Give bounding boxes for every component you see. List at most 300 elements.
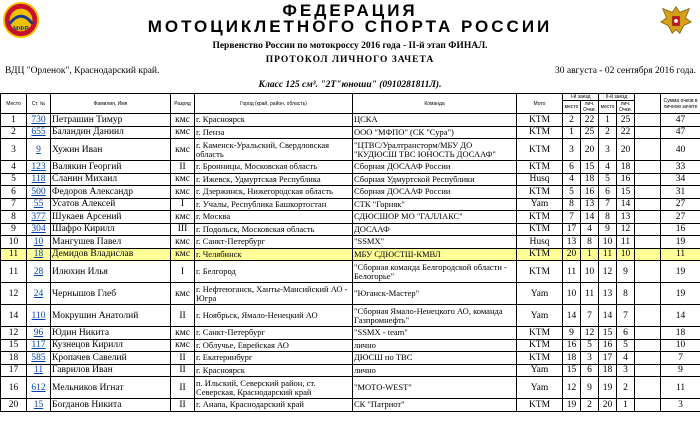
cell-moto: KTM	[517, 126, 563, 139]
cell-total: 34	[661, 173, 700, 186]
cell-total: 19	[661, 283, 700, 305]
table-row	[1, 126, 700, 139]
cell-rank: кмс	[171, 114, 195, 127]
cell-name: Мельников Игнат	[51, 377, 171, 399]
cell-race1-place: 18	[563, 352, 581, 365]
federation-title: ФЕДЕРАЦИЯ	[282, 1, 418, 20]
col-place: Место	[1, 94, 27, 114]
cell-total: 33	[661, 161, 700, 174]
cell-race1-place: 11	[563, 261, 581, 283]
cell-race2-place: 12	[599, 261, 617, 283]
cell-empty	[635, 211, 661, 224]
cell-race2-points: 14	[617, 198, 635, 211]
cell-empty	[635, 399, 661, 412]
cell-race2-place: 7	[599, 198, 617, 211]
col-race2: II-й заезд	[599, 94, 635, 101]
col-rank: Разряд	[171, 94, 195, 114]
cell-city: г. Бронницы, Московская область	[195, 161, 353, 174]
cell-race2-points: 7	[617, 305, 635, 327]
cell-race1-points: 13	[581, 198, 599, 211]
cell-rank: кмс	[171, 126, 195, 139]
cell-name: Федоров Александр	[51, 186, 171, 199]
cell-number[interactable]: 11	[27, 364, 51, 377]
cell-moto: Husq	[517, 236, 563, 249]
cell-moto: KTM	[517, 114, 563, 127]
table-row	[1, 211, 700, 224]
table-header-row	[1, 94, 700, 101]
cell-place: 1	[1, 114, 27, 127]
cell-empty	[635, 236, 661, 249]
cell-race2-place: 14	[599, 305, 617, 327]
cell-total: 18	[661, 327, 700, 340]
championship-title: Первенство России по мотокроссу 2016 года - II-й этап ФИНАЛ.	[212, 41, 488, 51]
cell-team: Сборная ДОСААФ России	[353, 186, 517, 199]
cell-place: 2	[1, 126, 27, 139]
cell-team: Сборная Удмуртской Республики	[353, 173, 517, 186]
cell-race2-place: 20	[599, 399, 617, 412]
cell-empty	[635, 339, 661, 352]
cell-race2-points: 3	[617, 364, 635, 377]
table-row	[1, 198, 700, 211]
cell-rank: III	[171, 223, 195, 236]
cell-name: Юдин Никита	[51, 327, 171, 340]
cell-name: Богданов Никита	[51, 399, 171, 412]
federation-subtitle: МОТОЦИКЛЕТНОГО СПОРТА РОССИИ	[147, 17, 553, 36]
cell-race2-points: 6	[617, 327, 635, 340]
cell-team: ДЮСШ по ТВС	[353, 352, 517, 365]
cell-total: 10	[661, 339, 700, 352]
cell-race1-points: 7	[581, 305, 599, 327]
cell-race1-points: 22	[581, 114, 599, 127]
cell-race2-points: 20	[617, 139, 635, 161]
cell-race2-points: 15	[617, 186, 635, 199]
cell-team: СДЮСШОР МО "ГАЛЛАКС"	[353, 211, 517, 224]
table-row	[1, 339, 700, 352]
cell-race2-points: 5	[617, 339, 635, 352]
cell-name: Сланин Михаил	[51, 173, 171, 186]
cell-race1-place: 7	[563, 211, 581, 224]
cell-total: 19	[661, 236, 700, 249]
cell-moto: Yam	[517, 305, 563, 327]
cell-rank: II	[171, 377, 195, 399]
cell-team: СТК "Горняк"	[353, 198, 517, 211]
cell-moto: Yam	[517, 364, 563, 377]
cell-number[interactable]: 377	[27, 211, 51, 224]
cell-city: г. Пенза	[195, 126, 353, 139]
col-race1-place: место	[563, 101, 581, 114]
cell-rank: II	[171, 352, 195, 365]
cell-moto: KTM	[517, 211, 563, 224]
cell-moto: Yam	[517, 377, 563, 399]
cell-race2-points: 2	[617, 377, 635, 399]
cell-race2-place: 18	[599, 364, 617, 377]
col-race2-place: место	[599, 101, 617, 114]
cell-name: Петрашин Тимур	[51, 114, 171, 127]
cell-place: 8	[1, 211, 27, 224]
cell-number[interactable]: 55	[27, 198, 51, 211]
cell-number[interactable]: 655	[27, 126, 51, 139]
cell-place: 12	[1, 327, 27, 340]
cell-empty	[635, 352, 661, 365]
cell-name: Шукаев Арсений	[51, 211, 171, 224]
cell-race1-place: 1	[563, 126, 581, 139]
cell-total: 47	[661, 126, 700, 139]
table-row	[1, 377, 700, 399]
cell-race1-place: 14	[563, 305, 581, 327]
col-city: Город (край, район, область)	[195, 94, 353, 114]
cell-rank: II	[171, 364, 195, 377]
cell-city: г. Санкт-Петербург	[195, 236, 353, 249]
cell-number[interactable]: 9	[27, 139, 51, 161]
cell-moto: KTM	[517, 399, 563, 412]
cell-city: г. Екатеринбург	[195, 352, 353, 365]
cell-rank: кмс	[171, 339, 195, 352]
cell-number[interactable]: 123	[27, 161, 51, 174]
cell-place: 20	[1, 399, 27, 412]
cell-place: 12	[1, 283, 27, 305]
cell-total: 27	[661, 198, 700, 211]
cell-place: 15	[1, 339, 27, 352]
col-empty	[635, 94, 661, 114]
cell-team: ДОСААФ	[353, 223, 517, 236]
cell-name: Илюхин Илья	[51, 261, 171, 283]
cell-race1-points: 20	[581, 139, 599, 161]
cell-moto: KTM	[517, 248, 563, 261]
cell-race2-points: 10	[617, 248, 635, 261]
cell-race2-place: 9	[599, 223, 617, 236]
cell-place: 18	[1, 352, 27, 365]
cell-race1-place: 10	[563, 283, 581, 305]
cell-number[interactable]: 118	[27, 173, 51, 186]
venue: ВДЦ "Орленок", Краснодарский край.	[5, 66, 160, 76]
cell-city: г. Учалы, Республика Башкортостан	[195, 198, 353, 211]
cell-number[interactable]: 18	[27, 248, 51, 261]
col-race2-points: лич. Очки.	[617, 101, 635, 114]
cell-team: лично	[353, 339, 517, 352]
cell-race2-place: 11	[599, 248, 617, 261]
cell-total: 19	[661, 261, 700, 283]
cell-race1-place: 3	[563, 139, 581, 161]
cell-race1-points: 9	[581, 377, 599, 399]
cell-race2-place: 17	[599, 352, 617, 365]
cell-rank: кмс	[171, 248, 195, 261]
cell-rank: II	[171, 161, 195, 174]
cell-rank: кмс	[171, 236, 195, 249]
cell-city: г. Белгород	[195, 261, 353, 283]
cell-team: СК "Патриот"	[353, 399, 517, 412]
cell-race2-points: 9	[617, 261, 635, 283]
cell-place: 5	[1, 173, 27, 186]
results-table	[0, 93, 700, 412]
table-row	[1, 305, 700, 327]
cell-name: Шафро Кирилл	[51, 223, 171, 236]
cell-moto: KTM	[517, 161, 563, 174]
cell-number[interactable]: 304	[27, 223, 51, 236]
cell-race1-place: 12	[563, 377, 581, 399]
cell-empty	[635, 139, 661, 161]
cell-empty	[635, 114, 661, 127]
table-row	[1, 364, 700, 377]
cell-race1-points: 2	[581, 399, 599, 412]
cell-race2-points: 18	[617, 161, 635, 174]
cell-empty	[635, 186, 661, 199]
cell-race2-place: 19	[599, 377, 617, 399]
cell-empty	[635, 364, 661, 377]
table-row	[1, 139, 700, 161]
cell-place: 16	[1, 377, 27, 399]
cell-race2-place: 5	[599, 173, 617, 186]
cell-race2-points: 8	[617, 283, 635, 305]
cell-name: Валякин Георгий	[51, 161, 171, 174]
cell-name: Хужин Иван	[51, 139, 171, 161]
cell-city: г. Облучье, Еврейская АО	[195, 339, 353, 352]
cell-race1-points: 5	[581, 339, 599, 352]
col-race1: I-й заезд	[563, 94, 599, 101]
cell-race1-place: 15	[563, 364, 581, 377]
table-row	[1, 114, 700, 127]
col-moto: Мото	[517, 94, 563, 114]
table-row	[1, 327, 700, 340]
cell-race2-place: 8	[599, 211, 617, 224]
cell-team: "Сборная Ямало-Ненецкого АО, команда Газпромнефть"	[353, 305, 517, 327]
cell-empty	[635, 173, 661, 186]
cell-total: 11	[661, 248, 700, 261]
cell-city: г. Ижевск, Удмуртская Республика	[195, 173, 353, 186]
cell-race2-place: 2	[599, 126, 617, 139]
cell-number[interactable]: 730	[27, 114, 51, 127]
cell-team: "Сборная команда Белгородской области - Белогорье"	[353, 261, 517, 283]
cell-race2-place: 16	[599, 339, 617, 352]
cell-team: Сборная ДОСААФ России	[353, 161, 517, 174]
cell-city: г. Ноябрьск, Ямало-Ненецкий АО	[195, 305, 353, 327]
cell-name: Мангушев Павел	[51, 236, 171, 249]
cell-moto: Husq	[517, 173, 563, 186]
cell-number[interactable]: 28	[27, 261, 51, 283]
cell-race2-place: 1	[599, 114, 617, 127]
col-race1-points: лич. Очки.	[581, 101, 599, 114]
cell-moto: KTM	[517, 327, 563, 340]
cell-race1-points: 14	[581, 211, 599, 224]
cell-city: п. Ильский, Северский район, ст. Северская, Краснодарский край	[195, 377, 353, 399]
logo-text: МФР	[13, 25, 29, 33]
cell-city: г. Анапа, Краснодарский край	[195, 399, 353, 412]
cell-number[interactable]: 612	[27, 377, 51, 399]
cell-moto: KTM	[517, 339, 563, 352]
cell-place: 10	[1, 236, 27, 249]
cell-moto: KTM	[517, 139, 563, 161]
cell-race1-points: 10	[581, 261, 599, 283]
cell-race1-place: 16	[563, 339, 581, 352]
class-line: Класс 125 см³. "2Т"юноши" (0910281811Л).	[258, 80, 442, 90]
cell-race1-place: 6	[563, 161, 581, 174]
col-team: Команда	[353, 94, 517, 114]
cell-moto: Yam	[517, 198, 563, 211]
cell-rank: II	[171, 305, 195, 327]
cell-city: г. Каменск-Уральский, Свердловская область	[195, 139, 353, 161]
cell-empty	[635, 161, 661, 174]
cell-number[interactable]: 96	[27, 327, 51, 340]
table-row	[1, 236, 700, 249]
cell-race2-place: 10	[599, 236, 617, 249]
cell-total: 40	[661, 139, 700, 161]
cell-team: лично	[353, 364, 517, 377]
cell-race2-place: 15	[599, 327, 617, 340]
cell-rank: кмс	[171, 173, 195, 186]
cell-number[interactable]: 24	[27, 283, 51, 305]
col-name: Фамилия, Имя	[51, 94, 171, 114]
cell-place: 17	[1, 364, 27, 377]
cell-city: г. Красноярск	[195, 364, 353, 377]
cell-empty	[635, 377, 661, 399]
cell-empty	[635, 261, 661, 283]
cell-city: г. Подольск, Московская область	[195, 223, 353, 236]
cell-team: "SSMX - team"	[353, 327, 517, 340]
cell-city: г. Санкт-Петербург	[195, 327, 353, 340]
cell-place: 9	[1, 223, 27, 236]
cell-name: Чернышов Глеб	[51, 283, 171, 305]
cell-total: 27	[661, 211, 700, 224]
cell-moto: KTM	[517, 223, 563, 236]
cell-race1-points: 16	[581, 186, 599, 199]
cell-race1-place: 19	[563, 399, 581, 412]
cell-empty	[635, 248, 661, 261]
cell-race1-place: 20	[563, 248, 581, 261]
table-row	[1, 186, 700, 199]
cell-team: МБУ СДЮСТШ-КМВЛ	[353, 248, 517, 261]
col-number: Ст. №	[27, 94, 51, 114]
cell-race2-place: 13	[599, 283, 617, 305]
table-row	[1, 283, 700, 305]
cell-rank: II	[171, 399, 195, 412]
cell-number[interactable]: 117	[27, 339, 51, 352]
cell-team: "MOTO-WEST"	[353, 377, 517, 399]
cell-rank: I	[171, 261, 195, 283]
table-row	[1, 261, 700, 283]
cell-empty	[635, 327, 661, 340]
cell-place: 7	[1, 198, 27, 211]
cell-team: ЦСКА	[353, 114, 517, 127]
cell-race1-place: 4	[563, 173, 581, 186]
cell-moto: KTM	[517, 352, 563, 365]
cell-total: 7	[661, 352, 700, 365]
cell-race1-points: 4	[581, 223, 599, 236]
cell-name: Мокрушин Анатолий	[51, 305, 171, 327]
cell-team: "Юганск-Мастер"	[353, 283, 517, 305]
cell-race1-place: 2	[563, 114, 581, 127]
cell-race2-place: 3	[599, 139, 617, 161]
cell-race2-points: 4	[617, 352, 635, 365]
cell-city: г. Дзержинск, Нижегородская область	[195, 186, 353, 199]
cell-race2-points: 25	[617, 114, 635, 127]
cell-race2-place: 4	[599, 161, 617, 174]
cell-race1-place: 5	[563, 186, 581, 199]
cell-name: Усатов Алексей	[51, 198, 171, 211]
cell-rank: кмс	[171, 327, 195, 340]
cell-name: Гаврилов Иван	[51, 364, 171, 377]
cell-city: г. Красноярск	[195, 114, 353, 127]
cell-number[interactable]: 15	[27, 399, 51, 412]
cell-total: 16	[661, 223, 700, 236]
cell-race1-points: 3	[581, 352, 599, 365]
cell-race1-place: 17	[563, 223, 581, 236]
table-row	[1, 399, 700, 412]
cell-city: г. Нефтеюганск, Ханты-Мансийский АО - Югра	[195, 283, 353, 305]
cell-moto: Yam	[517, 283, 563, 305]
cell-place: 4	[1, 161, 27, 174]
cell-empty	[635, 198, 661, 211]
cell-team: "ЦТВС/Уралтрансторм/МБУ ДО "КУДЮСШ ТВС ЮНОСТЬ ДОСААФ"	[353, 139, 517, 161]
cell-race2-points: 13	[617, 211, 635, 224]
cell-empty	[635, 305, 661, 327]
cell-place: 11	[1, 248, 27, 261]
cell-race1-place: 9	[563, 327, 581, 340]
cell-race1-points: 8	[581, 236, 599, 249]
table-row	[1, 248, 700, 261]
dates: 30 августа - 02 сентября 2016 года.	[554, 66, 696, 76]
cell-race1-points: 12	[581, 327, 599, 340]
cell-rank: кмс	[171, 186, 195, 199]
cell-team: ООО "МФПО" (СК "Сура")	[353, 126, 517, 139]
cell-race2-points: 12	[617, 223, 635, 236]
cell-team: "SSMX"	[353, 236, 517, 249]
cell-number[interactable]: 10	[27, 236, 51, 249]
cell-total: 31	[661, 186, 700, 199]
cell-name: Демидов Владислав	[51, 248, 171, 261]
cell-moto: KTM	[517, 261, 563, 283]
cell-total: 9	[661, 364, 700, 377]
cell-city: г. Москва	[195, 211, 353, 224]
cell-moto: KTM	[517, 186, 563, 199]
cell-race1-points: 18	[581, 173, 599, 186]
cell-name: Кузнецов Кирилл	[51, 339, 171, 352]
cell-race1-points: 6	[581, 364, 599, 377]
cell-race1-place: 8	[563, 198, 581, 211]
cell-number[interactable]: 500	[27, 186, 51, 199]
cell-race1-place: 13	[563, 236, 581, 249]
cell-number[interactable]: 110	[27, 305, 51, 327]
cell-rank: кмс	[171, 139, 195, 161]
cell-place: 11	[1, 261, 27, 283]
cell-total: 3	[661, 399, 700, 412]
protocol-title: ПРОТОКОЛ ЛИЧНОГО ЗАЧЕТА	[265, 55, 435, 65]
cell-total: 14	[661, 305, 700, 327]
cell-race2-place: 6	[599, 186, 617, 199]
cell-city: г. Челябинск	[195, 248, 353, 261]
table-row	[1, 223, 700, 236]
cell-rank: I	[171, 198, 195, 211]
table-row	[1, 352, 700, 365]
cell-race1-points: 25	[581, 126, 599, 139]
cell-empty	[635, 283, 661, 305]
cell-name: Кропачев Савелий	[51, 352, 171, 365]
cell-race1-points: 1	[581, 248, 599, 261]
cell-total: 11	[661, 377, 700, 399]
table-row	[1, 173, 700, 186]
cell-place: 14	[1, 305, 27, 327]
cell-empty	[635, 126, 661, 139]
col-total: Сумма очков в личном зачете	[661, 94, 700, 114]
cell-race1-points: 11	[581, 283, 599, 305]
cell-number[interactable]: 585	[27, 352, 51, 365]
cell-empty	[635, 223, 661, 236]
cell-rank: кмс	[171, 283, 195, 305]
cell-name: Баландин Даниил	[51, 126, 171, 139]
cell-race2-points: 1	[617, 399, 635, 412]
cell-race2-points: 11	[617, 236, 635, 249]
cell-place: 6	[1, 186, 27, 199]
cell-race2-points: 22	[617, 126, 635, 139]
cell-rank: кмс	[171, 211, 195, 224]
